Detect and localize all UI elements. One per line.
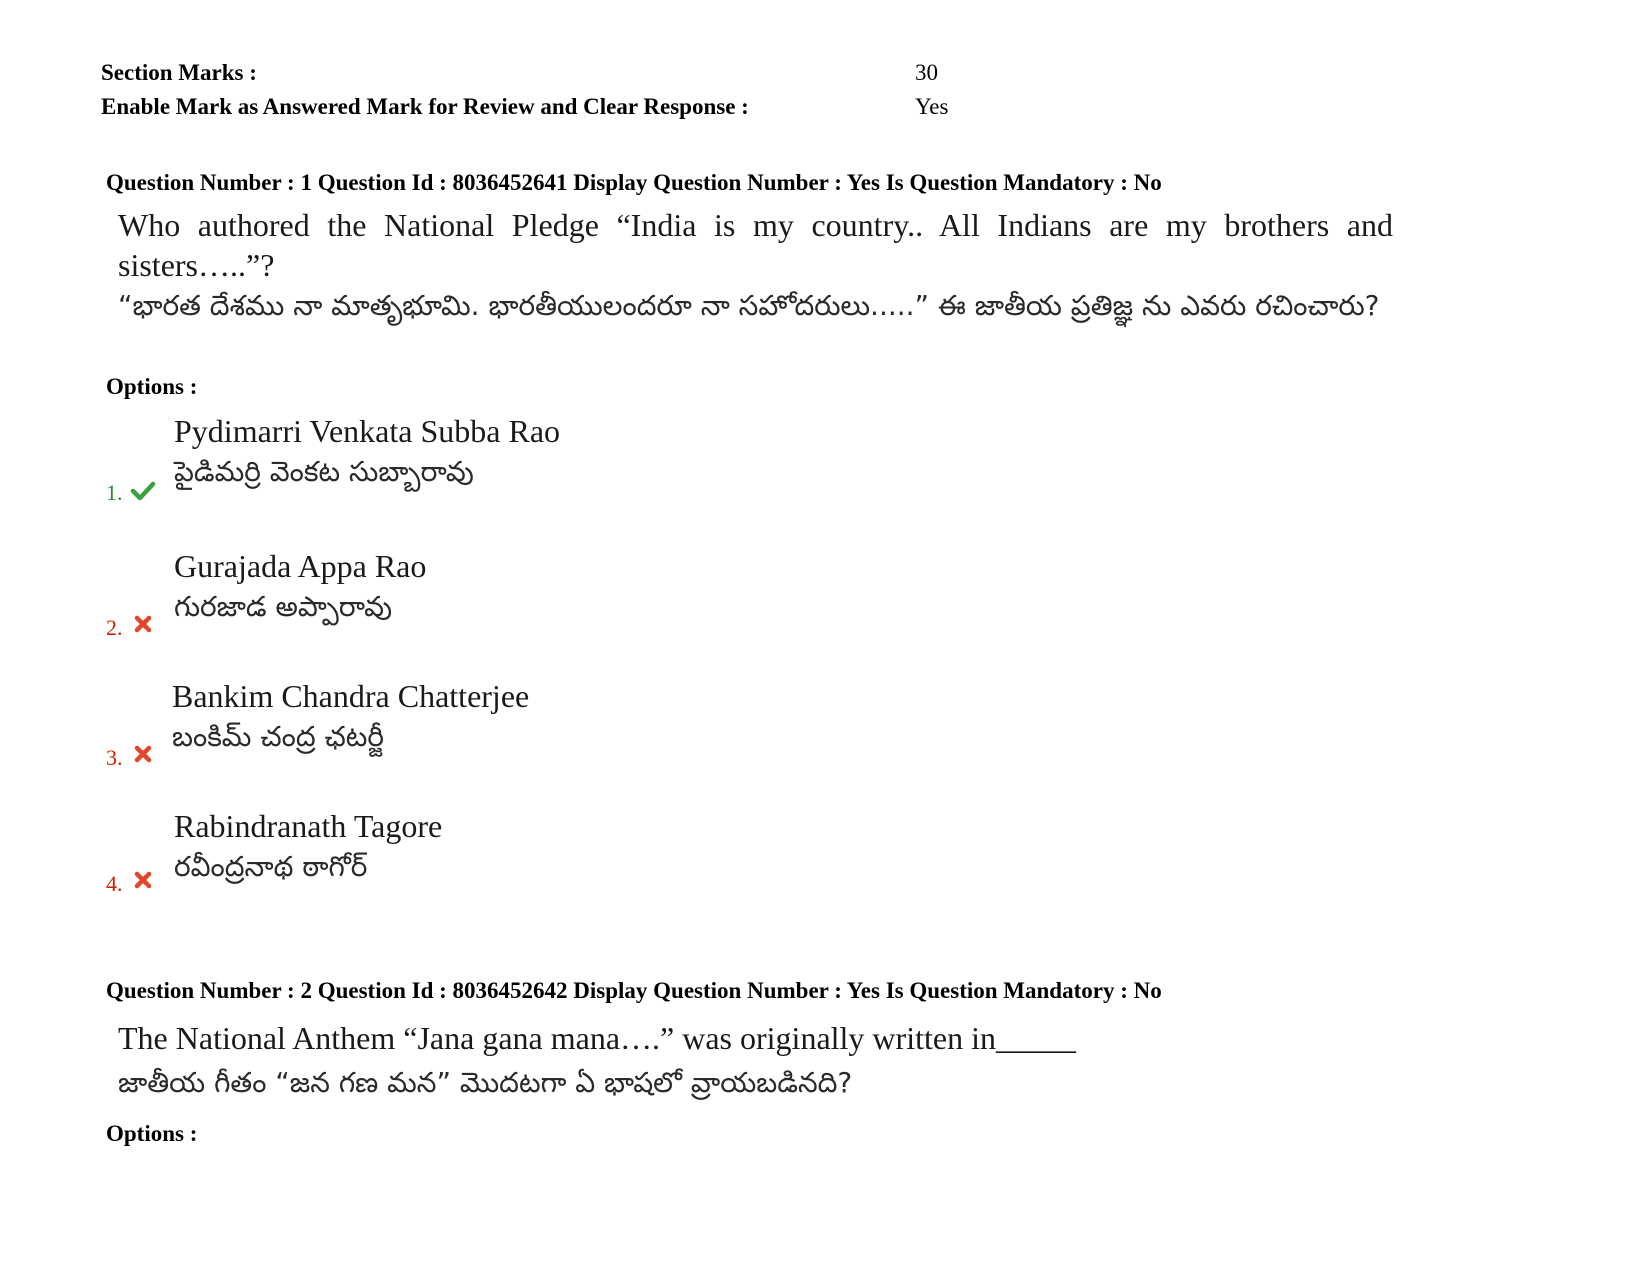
section-marks-value: 30: [915, 60, 938, 85]
enable-mark-value: Yes: [915, 94, 949, 119]
check-icon: [130, 478, 156, 504]
option-text-english: Pydimarri Venkata Subba Rao: [174, 413, 561, 449]
option-number: 1.: [106, 480, 123, 505]
option-text-telugu: బంకిమ్ చంద్ర ఛటర్జీ: [172, 720, 384, 753]
option-text-english: Rabindranath Tagore: [174, 808, 443, 844]
question-1-option-2[interactable]: [106, 545, 1006, 655]
enable-mark-label: Enable Mark as Answered Mark for Review and Clear Response :: [101, 94, 749, 119]
option-number: 4.: [106, 871, 123, 896]
option-number: 2.: [106, 615, 123, 640]
option-text-telugu: గురజాడ అప్పారావు: [174, 590, 393, 623]
question-1-text-telugu: “భారత దేశము నా మాతృభూమి. భారతీయులందరూ నా సహోదరులు.....” ఈ జాతీయ ప్రతిజ్ఞ ను ఎవరు రచించారు?: [118, 289, 1380, 322]
question-1-option-1[interactable]: [106, 410, 1006, 520]
option-text-english: Gurajada Appa Rao: [174, 548, 427, 584]
question-1-header: Question Number : 1 Question Id : 8036452641 Display Question Number : Yes Is Question Mandatory : No: [106, 170, 1162, 195]
option-text-english: Bankim Chandra Chatterjee: [172, 678, 530, 714]
option-text: [174, 545, 426, 627]
question-2-text-telugu: జాతీయ గీతం “జన గణ మన” మొదటగా ఏ భాషలో వ్రాయబడినది?: [118, 1066, 853, 1099]
question-2-text-english: The National Anthem “Jana gana mana….” was originally written in_____: [118, 1020, 1076, 1056]
question-2-options-label: Options :: [106, 1121, 198, 1146]
question-1-option-3[interactable]: [106, 675, 1006, 785]
cross-icon: [130, 741, 156, 767]
question-1-options-label: Options :: [106, 374, 198, 399]
option-text: [174, 410, 560, 492]
question-1-option-4[interactable]: [106, 805, 1006, 915]
question-2-header: Question Number : 2 Question Id : 8036452642 Display Question Number : Yes Is Question Mandatory : No: [106, 978, 1162, 1003]
option-number: 3.: [106, 745, 123, 770]
question-1-text-english: Who authored the National Pledge “India is my country.. All Indians are my brothers and sisters…..”?: [118, 207, 1393, 283]
section-marks-label: Section Marks :: [101, 60, 257, 85]
cross-icon: [130, 611, 156, 637]
option-text-telugu: పైడిమర్రి వెంకట సుబ్బారావు: [174, 455, 474, 488]
option-text: [172, 675, 529, 757]
cross-icon: [130, 867, 156, 893]
option-text: [174, 805, 442, 887]
option-text-telugu: రవీంద్రనాథ ఠాగోర్: [174, 850, 368, 883]
